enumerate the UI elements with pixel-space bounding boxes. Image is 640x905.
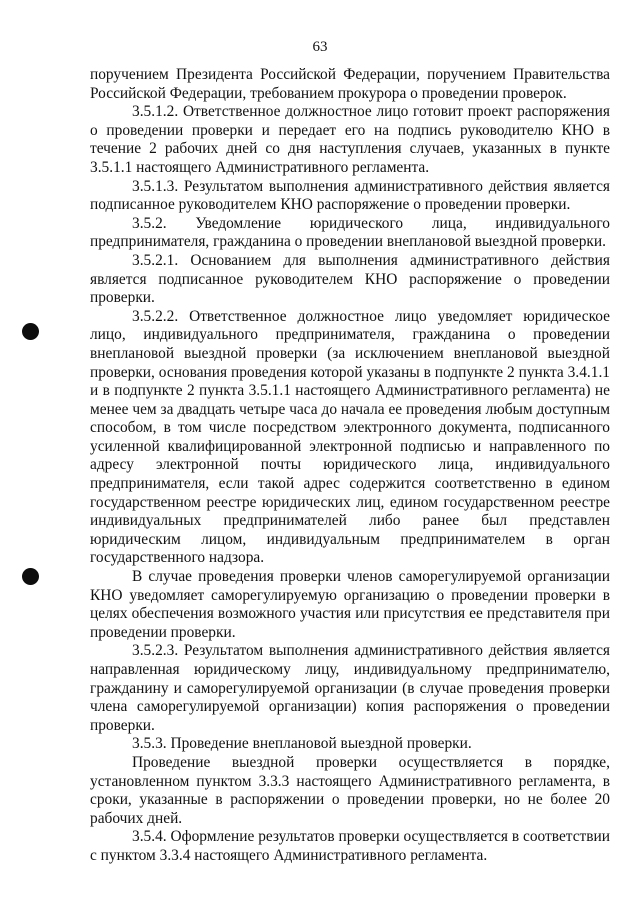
paragraph-3-5-3: 3.5.3. Проведение внеплановой выездной проверки. <box>132 735 472 753</box>
paragraph-inspection-terms: Проведение выездной проверки осуществляется в порядке, установленном пунктом 3.3.3 настоящего Административного регламента, в сроки, указанные в распоряжении о проведении проверки, но не более 20 рабочих дней. <box>90 753 610 827</box>
punch-hole-mark <box>22 323 39 340</box>
paragraph-3-5-2-2: 3.5.2.2. Ответственное должностное лицо уведомляет юридическое лицо, индивидуального предпринимателя, гражданина о проведении внеплановой выездной проверки (за исключением внеплановой выездной проверки, основания проведения которой указаны в подпункте 2 пункта 3.4.1.1 и в подпункте 2 пункта 3.5.1.1 настоящего Административного регламента) не менее чем за двадцать четыре часа до начала ее проведения любым доступным способом, в том числе посредством электронного документа, подписанного усиленной квалифицированной электронной подписью и направленного по адресу электронной почты юридического лица, индивидуального предпринимателя, если такой адрес содержится соответственно в едином государственном реестре юридических лиц, едином государственном реестре индивидуальных предпринимателей либо ранее был представлен юридическим лицом, индивидуальным предпринимателем в орган государственного надзора. <box>90 307 610 567</box>
paragraph-continuation: поручением Президента Российской Федерации, поручением Правительства Российской Федерации, требованием прокурора о проведении проверок. <box>90 66 610 102</box>
paragraph-sro-notice: В случае проведения проверки членов саморегулируемой организации КНО уведомляет саморегулируемую организацию о проведении проверки в целях обеспечения возможного участия или присутствия ее представителя при проведении проверки. <box>90 568 610 641</box>
paragraph-3-5-2-1: 3.5.2.1. Основанием для выполнения административного действия является подписанное руководителем КНО распоряжение о проведении проверки. <box>90 251 610 307</box>
paragraph-3-5-1-3: 3.5.1.3. Результатом выполнения административного действия является подписанное руководителем КНО распоряжение о проведении проверки. <box>90 177 610 214</box>
document-body <box>90 66 610 866</box>
paragraph-3-5-2-3: 3.5.2.3. Результатом выполнения административного действия является направленная юридическому лицу, индивидуальному предпринимателю, гражданину и саморегулируемой организации (в случае проведения проверки члена саморегулируемой организации) копия распоряжения о проведении проверки. <box>90 642 610 734</box>
page-number: 63 <box>312 39 328 55</box>
punch-hole-mark <box>22 568 39 585</box>
paragraph-3-5-4: 3.5.4. Оформление результатов проверки осуществляется в соответствии с пунктом 3.3.4 настоящего Административного регламента. <box>90 828 610 864</box>
paragraph-3-5-1-2: 3.5.1.2. Ответственное должностное лицо готовит проект распоряжения о проведении проверки и передает его на подпись руководителю КНО в течение 2 рабочих дней со дня наступления случаев, указанных в пункте 3.5.1.1 настоящего Административного регламента. <box>90 103 610 176</box>
paragraph-3-5-2: 3.5.2. Уведомление юридического лица, индивидуального предпринимателя, гражданина о проведении внеплановой выездной проверки. <box>90 214 610 251</box>
